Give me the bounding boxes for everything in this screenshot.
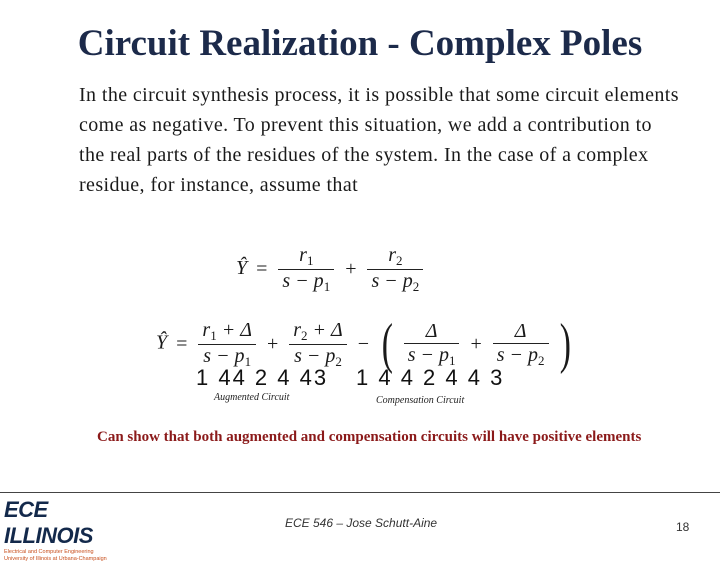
denominator: s − p [371,270,413,292]
denominator: s − p [407,343,449,366]
numerator: Δ [514,319,527,342]
slide-title: Circuit Realization - Complex Poles [77,23,643,64]
equation-augmented [156,313,574,375]
body-paragraph: In the circuit synthesis process, it is possible that some circuit elements come as negative. To prevent this situation, we add a contribution to the real parts of the residues of the system. In the case of a complex residue, for instance, assume that [79,84,679,196]
subscript: 1 [448,352,456,368]
underbrace-compensation: 1 4 4 2 4 4 3 [356,365,505,390]
underbrace-augmented: 1 44 2 4 43 [196,365,329,390]
close-paren: ) [559,313,571,375]
equation-original [236,244,425,295]
lhs-y-hat: Ŷ [156,331,168,354]
open-paren: ( [381,313,393,375]
minus-sign: − [357,332,370,355]
subscript: 1 [210,327,217,343]
numerator: r [388,244,396,266]
plus-sign: + [470,332,482,355]
subscript: 2 [412,279,420,294]
numerator: r [202,318,211,341]
subscript: 2 [396,253,403,268]
equals-sign: = [256,258,268,280]
fraction-term-4 [493,320,549,369]
fraction-term-1 [278,244,334,295]
denominator: s − p [496,343,539,366]
ece-illinois-logo [4,497,134,563]
logo-tagline-1: Electrical and Computer Engineering [4,549,94,555]
equals-sign: = [176,332,188,355]
page-number: 18 [676,520,690,534]
fraction-term-3 [404,320,460,369]
denominator: s − p [203,344,245,367]
numerator-tail: + Δ [307,318,343,341]
numerator-tail: + Δ [216,318,252,341]
footer-divider [0,492,720,493]
subscript: 2 [335,353,342,369]
callout-text: Can show that both augmented and compensation circuits will have positive elements [97,429,642,445]
numerator: Δ [425,319,438,342]
plus-sign: + [266,332,279,355]
numerator: r [293,318,302,341]
footer-course-author: ECE 546 – Jose Schutt-Aine [285,516,438,530]
subscript: 2 [538,352,545,368]
augmented-circuit-label: Augmented Circuit [214,392,290,403]
denominator: s − p [294,344,336,367]
fraction-term-2 [367,244,423,295]
denominator: s − p [282,270,324,292]
subscript: 1 [244,353,252,369]
plus-sign: + [345,258,357,280]
logo-wordmark: ECE ILLINOIS [4,497,93,548]
subscript: 1 [306,253,314,268]
subscript: 1 [323,279,331,294]
fraction-term-2 [289,319,347,370]
lhs-y-hat: Ŷ [236,257,248,280]
fraction-term-1 [198,319,256,370]
logo-tagline-2: University of Illinois at Urbana-Champaign [4,556,107,562]
compensation-circuit-label: Compensation Circuit [376,395,465,406]
subscript: 2 [301,327,308,343]
numerator: r [299,244,307,266]
